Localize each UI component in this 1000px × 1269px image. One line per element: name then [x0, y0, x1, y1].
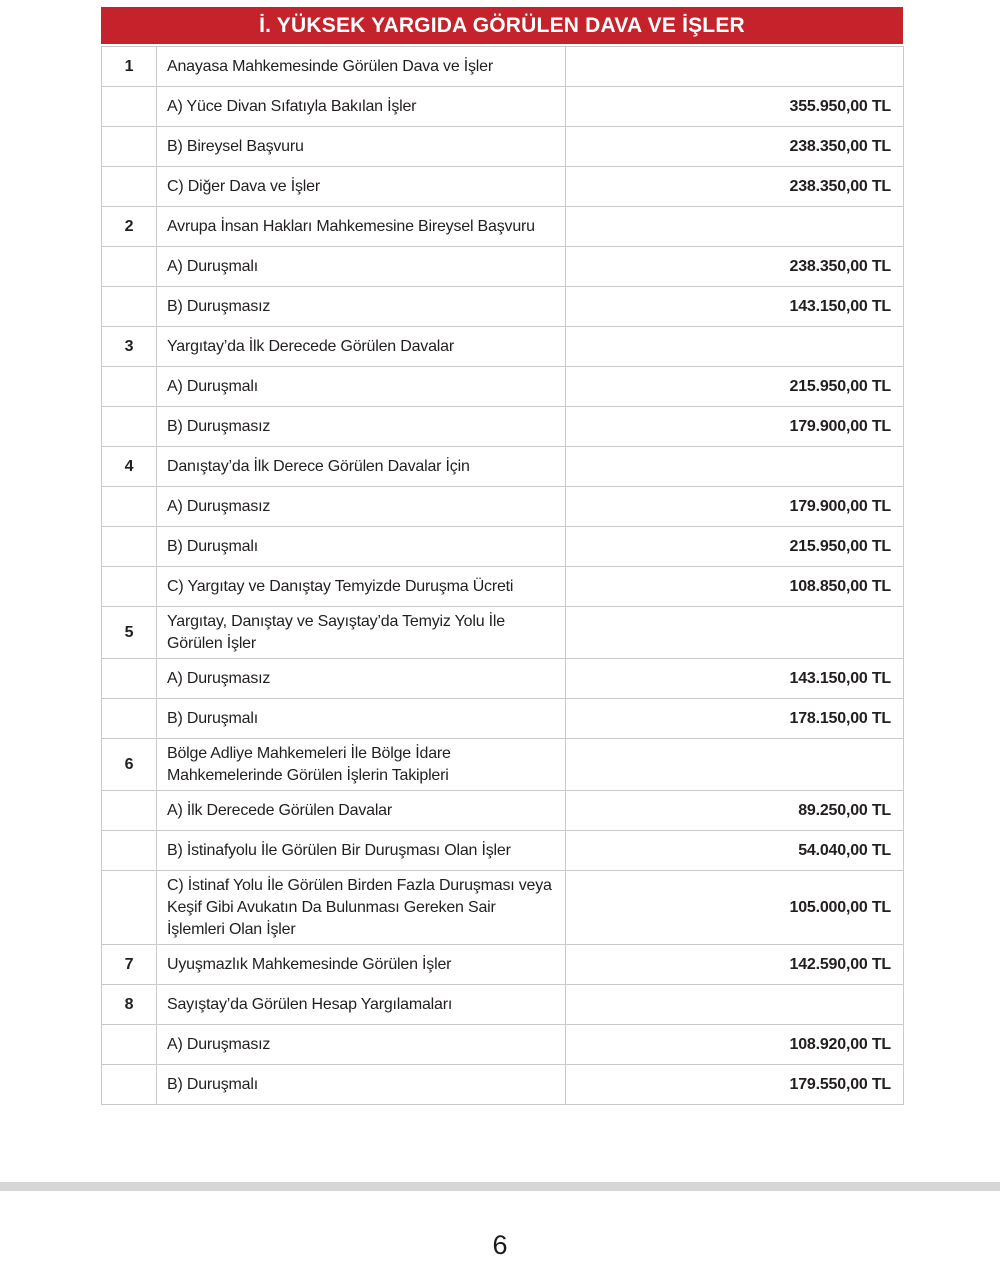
table-row — [102, 127, 904, 167]
row-number-cell — [102, 167, 157, 207]
row-description-cell: A) İlk Derecede Görülen Davalar — [157, 791, 566, 831]
table-row — [102, 487, 904, 527]
table-row — [102, 607, 904, 659]
row-number-cell — [102, 247, 157, 287]
row-number-cell — [102, 127, 157, 167]
row-number-cell: 8 — [102, 985, 157, 1025]
row-number-cell — [102, 87, 157, 127]
row-number-cell: 6 — [102, 739, 157, 791]
row-number-cell — [102, 1025, 157, 1065]
table-row — [102, 791, 904, 831]
row-number-cell: 5 — [102, 607, 157, 659]
table-row — [102, 1065, 904, 1105]
table-row — [102, 739, 904, 791]
row-amount-cell: 143.150,00 TL — [566, 287, 904, 327]
row-description-cell: C) Diğer Dava ve İşler — [157, 167, 566, 207]
table-row — [102, 247, 904, 287]
table-row — [102, 87, 904, 127]
row-number-cell: 1 — [102, 47, 157, 87]
table-row — [102, 447, 904, 487]
row-number-cell — [102, 1065, 157, 1105]
row-amount-cell — [566, 739, 904, 791]
fee-table-body — [102, 47, 904, 1105]
row-amount-cell: 238.350,00 TL — [566, 247, 904, 287]
row-number-cell — [102, 871, 157, 945]
row-description-cell: A) Duruşmasız — [157, 487, 566, 527]
row-amount-cell: 215.950,00 TL — [566, 527, 904, 567]
row-description-cell: B) Duruşmalı — [157, 699, 566, 739]
row-amount-cell: 355.950,00 TL — [566, 87, 904, 127]
row-description-cell: A) Duruşmasız — [157, 1025, 566, 1065]
row-amount-cell: 179.900,00 TL — [566, 487, 904, 527]
table-row — [102, 871, 904, 945]
row-description-cell: B) Duruşmasız — [157, 287, 566, 327]
table-row — [102, 831, 904, 871]
fee-table-grid — [101, 46, 904, 1105]
row-amount-cell: 143.150,00 TL — [566, 659, 904, 699]
table-row — [102, 567, 904, 607]
table-row — [102, 659, 904, 699]
row-amount-cell: 142.590,00 TL — [566, 945, 904, 985]
table-row — [102, 985, 904, 1025]
row-amount-cell — [566, 207, 904, 247]
row-amount-cell — [566, 607, 904, 659]
table-row — [102, 407, 904, 447]
row-description-cell: C) Yargıtay ve Danıştay Temyizde Duruşma Ücreti — [157, 567, 566, 607]
row-number-cell — [102, 791, 157, 831]
row-description-cell: A) Duruşmalı — [157, 367, 566, 407]
row-number-cell — [102, 407, 157, 447]
row-amount-cell: 89.250,00 TL — [566, 791, 904, 831]
row-description-cell: Danıştay’da İlk Derece Görülen Davalar İçin — [157, 447, 566, 487]
page-number: 6 — [492, 1230, 508, 1260]
row-amount-cell: 179.900,00 TL — [566, 407, 904, 447]
table-row — [102, 945, 904, 985]
table-row — [102, 699, 904, 739]
row-number-cell — [102, 527, 157, 567]
row-number-cell — [102, 367, 157, 407]
footer-divider-bar — [0, 1182, 1000, 1191]
table-row — [102, 207, 904, 247]
row-number-cell — [102, 487, 157, 527]
row-number-cell: 7 — [102, 945, 157, 985]
row-number-cell — [102, 831, 157, 871]
row-description-cell: B) Duruşmalı — [157, 527, 566, 567]
row-number-cell: 4 — [102, 447, 157, 487]
row-description-cell: A) Duruşmalı — [157, 247, 566, 287]
row-description-cell: B) Bireysel Başvuru — [157, 127, 566, 167]
row-amount-cell: 108.920,00 TL — [566, 1025, 904, 1065]
row-number-cell — [102, 567, 157, 607]
row-description-cell: Avrupa İnsan Hakları Mahkemesine Bireysel Başvuru — [157, 207, 566, 247]
row-amount-cell: 178.150,00 TL — [566, 699, 904, 739]
table-row — [102, 47, 904, 87]
row-amount-cell: 108.850,00 TL — [566, 567, 904, 607]
row-number-cell — [102, 699, 157, 739]
row-number-cell: 2 — [102, 207, 157, 247]
row-amount-cell: 215.950,00 TL — [566, 367, 904, 407]
row-description-cell: Uyuşmazlık Mahkemesinde Görülen İşler — [157, 945, 566, 985]
row-amount-cell — [566, 985, 904, 1025]
row-description-cell: C) İstinaf Yolu İle Görülen Birden Fazla Duruşması veya Keşif Gibi Avukatın Da Bulunması Gereken Sair İşlemleri Olan İşler — [157, 871, 566, 945]
row-number-cell: 3 — [102, 327, 157, 367]
table-row — [102, 287, 904, 327]
table-row — [102, 367, 904, 407]
table-title: İ. YÜKSEK YARGIDA GÖRÜLEN DAVA VE İŞLER — [101, 7, 903, 44]
row-description-cell: A) Yüce Divan Sıfatıyla Bakılan İşler — [157, 87, 566, 127]
row-description-cell: Bölge Adliye Mahkemeleri İle Bölge İdare Mahkemelerinde Görülen İşlerin Takipleri — [157, 739, 566, 791]
row-description-cell: Sayıştay’da Görülen Hesap Yargılamaları — [157, 985, 566, 1025]
row-number-cell — [102, 659, 157, 699]
row-description-cell: Yargıtay’da İlk Derecede Görülen Davalar — [157, 327, 566, 367]
row-number-cell — [102, 287, 157, 327]
row-description-cell: A) Duruşmasız — [157, 659, 566, 699]
table-row — [102, 327, 904, 367]
row-amount-cell: 179.550,00 TL — [566, 1065, 904, 1105]
row-amount-cell: 238.350,00 TL — [566, 167, 904, 207]
row-amount-cell: 238.350,00 TL — [566, 127, 904, 167]
row-amount-cell — [566, 447, 904, 487]
row-amount-cell — [566, 47, 904, 87]
row-description-cell: B) Duruşmalı — [157, 1065, 566, 1105]
row-description-cell: B) İstinafyolu İle Görülen Bir Duruşması Olan İşler — [157, 831, 566, 871]
table-row — [102, 527, 904, 567]
row-amount-cell: 54.040,00 TL — [566, 831, 904, 871]
row-description-cell: Yargıtay, Danıştay ve Sayıştay’da Temyiz Yolu İle Görülen İşler — [157, 607, 566, 659]
fee-table — [101, 7, 903, 1105]
row-amount-cell — [566, 327, 904, 367]
row-amount-cell: 105.000,00 TL — [566, 871, 904, 945]
row-description-cell: B) Duruşmasız — [157, 407, 566, 447]
table-row — [102, 1025, 904, 1065]
row-description-cell: Anayasa Mahkemesinde Görülen Dava ve İşler — [157, 47, 566, 87]
table-row — [102, 167, 904, 207]
